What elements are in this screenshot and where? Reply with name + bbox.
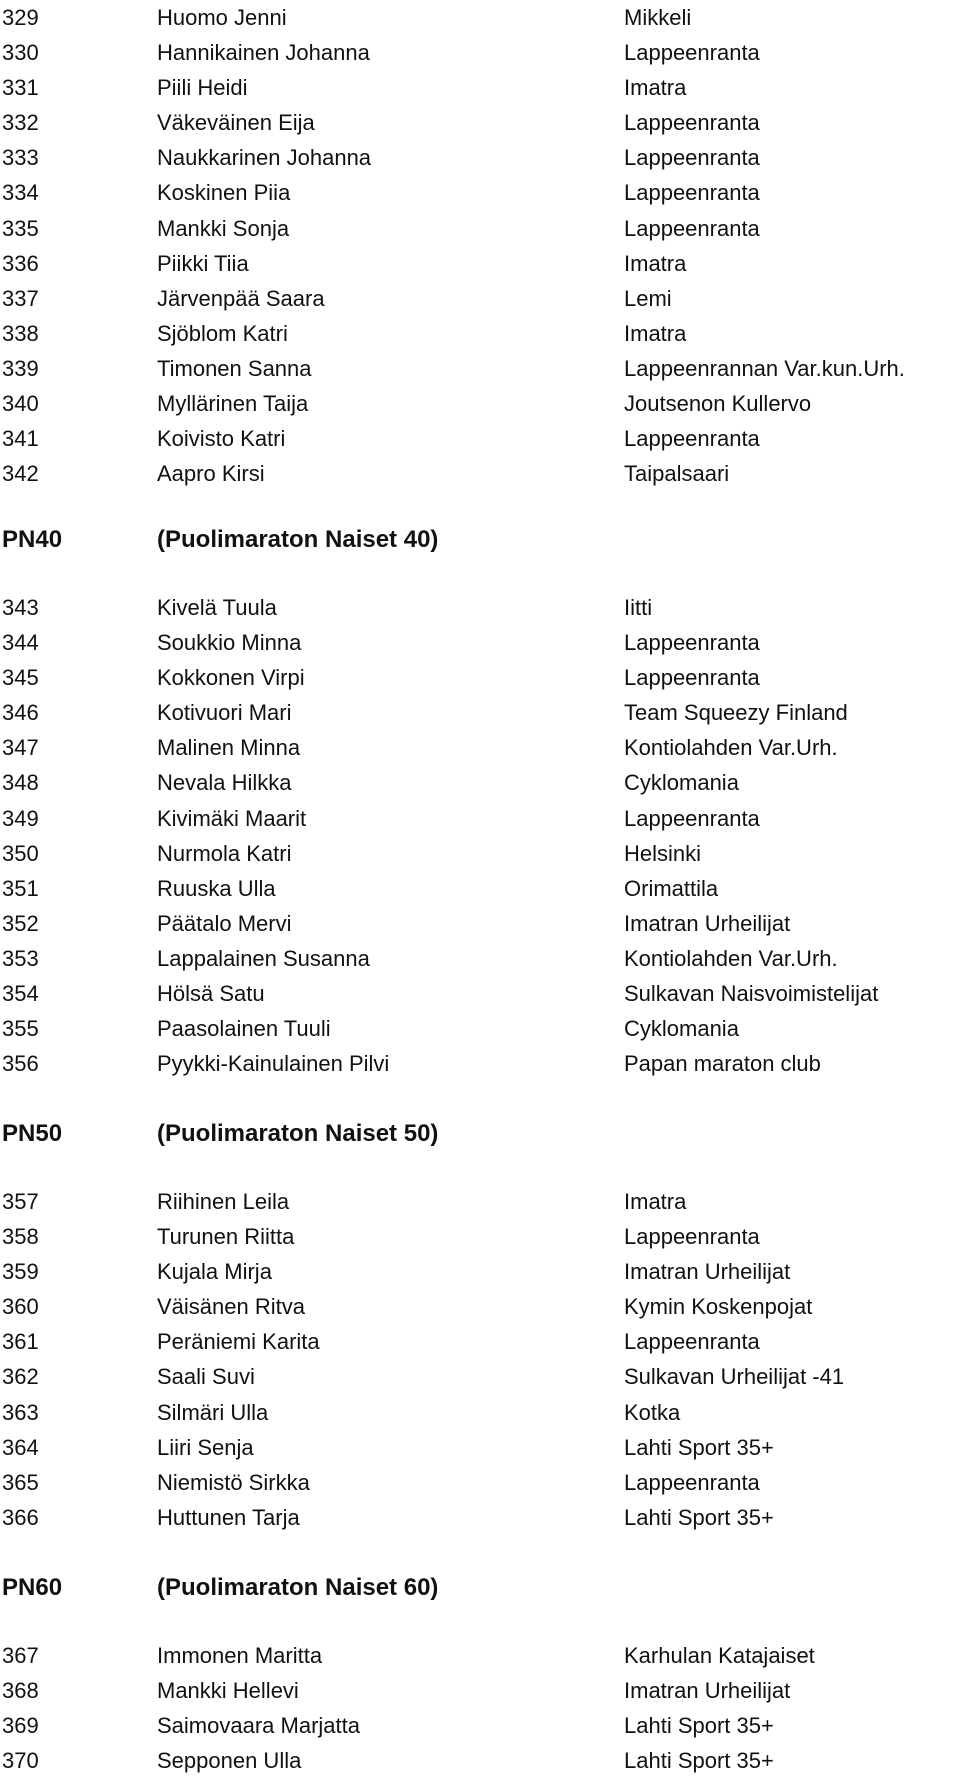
entry-row <box>0 1638 960 1673</box>
bib-number: 352 <box>2 910 39 936</box>
entry-row <box>0 1011 960 1046</box>
runner-name: Timonen Sanna <box>157 355 312 381</box>
entry-row <box>0 1184 960 1219</box>
entry-row <box>0 660 960 695</box>
runner-name: Aapro Kirsi <box>157 461 265 487</box>
bib-number: 341 <box>2 426 39 452</box>
runner-club: Lappeenranta <box>624 1329 760 1355</box>
bib-number: 339 <box>2 355 39 381</box>
bib-number: 329 <box>2 5 39 30</box>
bib-number: 370 <box>2 1748 39 1774</box>
runner-name: Hölsä Satu <box>157 981 265 1007</box>
runner-club: Team Squeezy Finland <box>624 700 848 726</box>
runner-name: Sjöblom Katri <box>157 320 288 346</box>
entry-row <box>0 1430 960 1465</box>
bib-number: 344 <box>2 630 39 656</box>
runner-name: Hannikainen Johanna <box>157 40 370 66</box>
entry-row <box>0 211 960 246</box>
entry-row <box>0 765 960 800</box>
runner-club: Helsinki <box>624 840 702 866</box>
entry-row <box>0 1673 960 1708</box>
bib-number: 354 <box>2 981 39 1007</box>
runner-club: Lappeenranta <box>624 180 760 206</box>
entry-row <box>0 625 960 660</box>
entry-row <box>0 175 960 210</box>
entry-row <box>0 801 960 836</box>
runner-club: Lappeenranta <box>624 630 760 656</box>
runner-club: Lappeenranta <box>624 426 760 452</box>
runner-club: Imatra <box>624 1189 687 1214</box>
runner-name: Soukkio Minna <box>157 630 302 656</box>
entry-row <box>0 421 960 456</box>
bib-number: 357 <box>2 1189 39 1214</box>
entry-row <box>0 1500 960 1535</box>
runner-club: Cyklomania <box>624 1016 739 1042</box>
bib-number: 335 <box>2 215 39 241</box>
runner-name: Koivisto Katri <box>157 426 286 452</box>
bib-number: 367 <box>2 1643 39 1668</box>
entry-row <box>0 456 960 491</box>
bib-number: 358 <box>2 1224 39 1250</box>
bib-number: 355 <box>2 1016 39 1042</box>
runner-club: Sulkavan Urheilijat -41 <box>624 1364 845 1390</box>
runner-club: Lappeenranta <box>624 665 760 691</box>
runner-club: Imatran Urheilijat <box>624 910 791 936</box>
runner-name: Paasolainen Tuuli <box>157 1016 331 1042</box>
entry-row <box>0 1743 960 1778</box>
runner-club: Lappeenrannan Var.kun.Urh. <box>624 355 905 381</box>
runner-name: Riihinen Leila <box>157 1189 290 1214</box>
entry-row <box>0 281 960 316</box>
entry-row <box>0 906 960 941</box>
entry-row <box>0 386 960 421</box>
bib-number: 361 <box>2 1329 39 1355</box>
section-heading-pn50 <box>0 1114 960 1154</box>
runner-name: Lappalainen Susanna <box>157 945 370 971</box>
bib-number: 356 <box>2 1051 39 1077</box>
bib-number: 331 <box>2 75 39 101</box>
entry-list <box>0 1184 960 1535</box>
runner-club: Lahti Sport 35+ <box>624 1504 774 1530</box>
runner-name: Piili Heidi <box>157 75 248 101</box>
runner-name: Kujala Mirja <box>157 1259 272 1285</box>
runner-club: Papan maraton club <box>624 1051 821 1077</box>
runner-club: Imatra <box>624 320 687 346</box>
runner-club: Imatra <box>624 75 687 101</box>
runner-club: Lappeenranta <box>624 215 760 241</box>
runner-name: Väkeväinen Eija <box>157 110 315 136</box>
runner-club: Lappeenranta <box>624 1469 760 1495</box>
runner-club: Kontiolahden Var.Urh. <box>624 945 838 971</box>
runner-name: Saali Suvi <box>157 1364 255 1390</box>
runner-name: Myllärinen Taija <box>157 391 309 417</box>
runner-club: Kymin Koskenpojat <box>624 1294 813 1320</box>
entry-row <box>0 35 960 70</box>
runner-club: Lahti Sport 35+ <box>624 1748 774 1774</box>
entry-row <box>0 140 960 175</box>
category-title: (Puolimaraton Naiset 50) <box>157 1120 439 1147</box>
runner-club: Kontiolahden Var.Urh. <box>624 735 838 761</box>
runner-club: Karhulan Katajaiset <box>624 1643 815 1668</box>
bib-number: 363 <box>2 1399 39 1425</box>
section-pn50 <box>0 1184 960 1535</box>
bib-number: 342 <box>2 461 39 487</box>
runner-club: Imatran Urheilijat <box>624 1678 791 1704</box>
runner-name: Ruuska Ulla <box>157 875 276 901</box>
runner-name: Kivimäki Maarit <box>157 805 307 831</box>
entry-row <box>0 976 960 1011</box>
entry-row <box>0 0 960 35</box>
runner-club: Lemi <box>624 285 672 311</box>
runner-club: Taipalsaari <box>624 461 730 487</box>
bib-number: 368 <box>2 1678 39 1704</box>
bib-number: 346 <box>2 700 39 726</box>
bib-number: 364 <box>2 1434 39 1460</box>
runner-name: Päätalo Mervi <box>157 910 292 936</box>
bib-number: 338 <box>2 320 39 346</box>
runner-club: Lappeenranta <box>624 110 760 136</box>
entry-list <box>0 590 960 1081</box>
runner-club: Imatra <box>624 250 687 276</box>
bib-number: 334 <box>2 180 39 206</box>
runner-club: Lappeenranta <box>624 1224 760 1250</box>
entry-row <box>0 695 960 730</box>
runner-name: Mankki Hellevi <box>157 1678 299 1704</box>
bib-number: 350 <box>2 840 39 866</box>
runner-name: Kotivuori Mari <box>157 700 292 726</box>
entry-row <box>0 1395 960 1430</box>
entry-row <box>0 105 960 140</box>
bib-number: 345 <box>2 665 39 691</box>
runner-club: Orimattila <box>624 875 719 901</box>
bib-number: 347 <box>2 735 39 761</box>
bib-number: 349 <box>2 805 39 831</box>
runner-club: Kotka <box>624 1399 681 1425</box>
entry-row <box>0 1219 960 1254</box>
bib-number: 348 <box>2 770 39 796</box>
runner-name: Niemistö Sirkka <box>157 1469 310 1495</box>
bib-number: 337 <box>2 285 39 311</box>
runner-name: Sepponen Ulla <box>157 1748 302 1774</box>
entry-row <box>0 246 960 281</box>
runner-name: Mankki Sonja <box>157 215 290 241</box>
entry-row <box>0 1324 960 1359</box>
runner-club: Iitti <box>624 595 653 620</box>
entry-row <box>0 1289 960 1324</box>
entry-list <box>0 1638 960 1778</box>
runner-name: Kokkonen Virpi <box>157 665 305 691</box>
runner-name: Huttunen Tarja <box>157 1504 300 1530</box>
entry-row <box>0 1359 960 1394</box>
bib-number: 340 <box>2 391 39 417</box>
runner-club: Lappeenranta <box>624 145 760 171</box>
runner-club: Lahti Sport 35+ <box>624 1434 774 1460</box>
entry-row <box>0 871 960 906</box>
entry-row <box>0 1708 960 1743</box>
runner-club: Lappeenranta <box>624 805 760 831</box>
bib-number: 359 <box>2 1259 39 1285</box>
entry-row <box>0 836 960 871</box>
runner-name: Liiri Senja <box>157 1434 254 1460</box>
runner-club: Cyklomania <box>624 770 739 796</box>
bib-number: 365 <box>2 1469 39 1495</box>
section-continuation <box>0 0 960 491</box>
category-code: PN60 <box>2 1574 63 1601</box>
runner-name: Väisänen Ritva <box>157 1294 305 1320</box>
entry-row <box>0 316 960 351</box>
bib-number: 333 <box>2 145 39 171</box>
runner-name: Pyykki-Kainulainen Pilvi <box>157 1051 390 1077</box>
runner-name: Turunen Riitta <box>157 1224 295 1250</box>
category-title: (Puolimaraton Naiset 60) <box>157 1574 439 1601</box>
runner-club: Joutsenon Kullervo <box>624 391 812 417</box>
runner-name: Immonen Maritta <box>157 1643 323 1668</box>
runner-name: Naukkarinen Johanna <box>157 145 372 171</box>
runner-name: Saimovaara Marjatta <box>157 1713 360 1739</box>
runner-name: Piikki Tiia <box>157 250 249 276</box>
runner-name: Silmäri Ulla <box>157 1399 269 1425</box>
bib-number: 332 <box>2 110 39 136</box>
category-code: PN50 <box>2 1120 63 1147</box>
runner-club: Lahti Sport 35+ <box>624 1713 774 1739</box>
section-pn40 <box>0 590 960 1081</box>
entry-row <box>0 351 960 386</box>
bib-number: 330 <box>2 40 39 66</box>
entry-row <box>0 730 960 765</box>
section-heading-pn60 <box>0 1568 960 1608</box>
runner-club: Sulkavan Naisvoimistelijat <box>624 981 879 1007</box>
runner-name: Koskinen Piia <box>157 180 291 206</box>
bib-number: 343 <box>2 595 39 620</box>
entry-row <box>0 70 960 105</box>
runner-name: Järvenpää Saara <box>157 285 325 311</box>
entry-list <box>0 0 960 491</box>
runner-club: Mikkeli <box>624 5 692 30</box>
bib-number: 360 <box>2 1294 39 1320</box>
runner-name: Nevala Hilkka <box>157 770 292 796</box>
runner-name: Peräniemi Karita <box>157 1329 320 1355</box>
runner-name: Malinen Minna <box>157 735 301 761</box>
bib-number: 369 <box>2 1713 39 1739</box>
bib-number: 336 <box>2 250 39 276</box>
bib-number: 362 <box>2 1364 39 1390</box>
bib-number: 353 <box>2 945 39 971</box>
category-title: (Puolimaraton Naiset 40) <box>157 526 439 553</box>
runner-name: Nurmola Katri <box>157 840 292 866</box>
bib-number: 366 <box>2 1504 39 1530</box>
section-pn60 <box>0 1638 960 1778</box>
entry-row <box>0 1046 960 1081</box>
entry-row <box>0 1465 960 1500</box>
entry-row <box>0 941 960 976</box>
runner-name: Kivelä Tuula <box>157 595 277 620</box>
runner-club: Imatran Urheilijat <box>624 1259 791 1285</box>
category-code: PN40 <box>2 526 63 553</box>
entry-row <box>0 590 960 625</box>
section-heading-pn40 <box>0 520 960 560</box>
runner-club: Lappeenranta <box>624 40 760 66</box>
runner-name: Huomo Jenni <box>157 5 287 30</box>
entry-row <box>0 1254 960 1289</box>
bib-number: 351 <box>2 875 39 901</box>
